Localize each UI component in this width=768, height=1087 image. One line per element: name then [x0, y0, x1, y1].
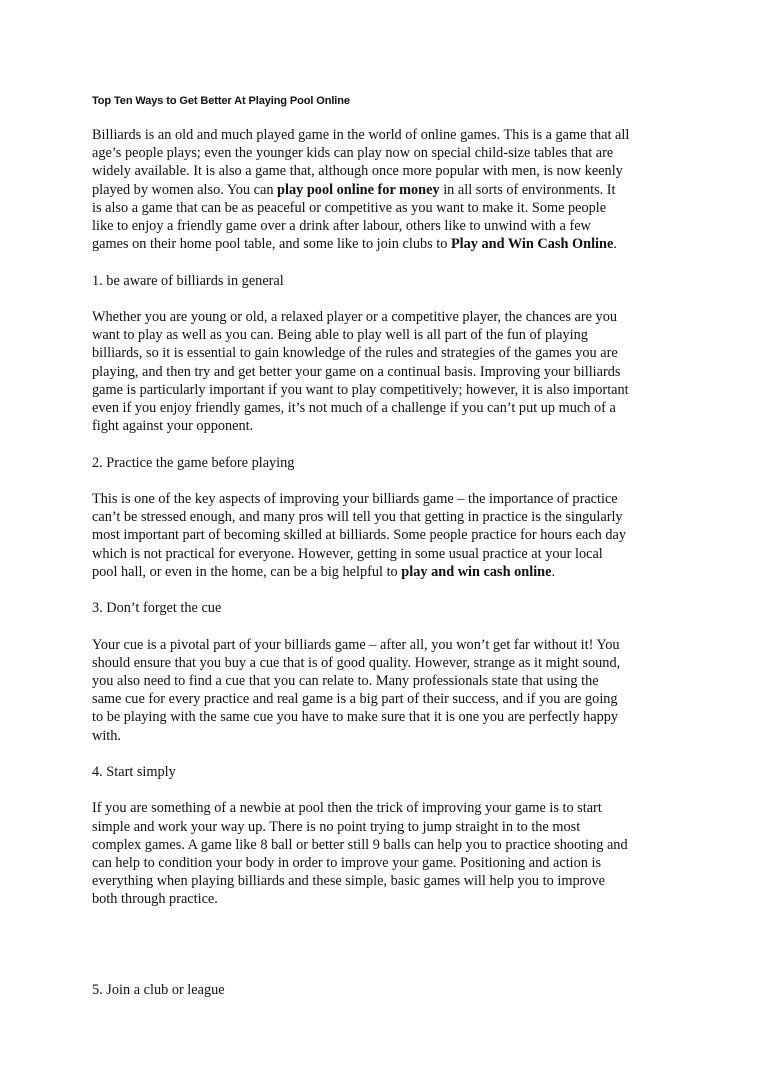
text-segment: in all sorts of environments. It [439, 181, 616, 198]
text-segment: . [551, 563, 556, 580]
text-line: both through practice. [92, 891, 218, 908]
text-segment: . [613, 236, 617, 253]
text-line: Whether you are young or old, a relaxed player or a competitive player, the chances are you [92, 309, 618, 325]
section-paragraph [92, 490, 692, 581]
text-line [92, 181, 692, 199]
text-segment: games on their home pool table, and some like to join clubs to [92, 236, 451, 253]
text-line: like to enjoy a friendly game over a drink after labour, others like to unwind with a few [92, 218, 591, 235]
bold-keyword: play and win cash online [401, 563, 552, 580]
text-line: age’s people plays; even the younger kids can play now on special child-size tables that are [92, 145, 614, 162]
section-heading: 4. Start simply [92, 764, 176, 780]
text-line: billiards, so it is essential to gain knowledge of the rules and strategies of the games you are [92, 345, 618, 362]
intro-paragraph [92, 126, 692, 253]
text-line: fight against your opponent. [92, 418, 254, 435]
bold-keyword: Play and Win Cash Online [450, 236, 614, 253]
text-line: This is one of the key aspects of improving your billiards game – the importance of practice [92, 491, 618, 507]
text-line: same cue for every practice and real game is a big part of their success, and if you are going [92, 691, 618, 708]
text-line [92, 235, 692, 253]
section-heading: 1. be aware of billiards in general [92, 272, 284, 289]
text-line: to be playing with the same cue you have to make sure that it is one you are perfectly happy [92, 709, 619, 726]
document-body [92, 126, 692, 1017]
document-title: Top Ten Ways to Get Better At Playing Pool Online [92, 95, 350, 107]
text-line: complex games. A game like 8 ball or better still 9 balls can help you to practice shooting and [92, 836, 628, 853]
text-line: simple and work your way up. There is no point trying to jump straight in to the most [92, 818, 581, 835]
text-line: you also need to find a cue that you can relate to. Many professionals state that using the [92, 673, 599, 689]
text-line: Billiards is an old and much played game in the world of online games. This is a game that all [92, 127, 630, 143]
text-segment: pool hall, or even in the home, can be a big helpful to [92, 563, 402, 580]
text-line: playing, and then try and get better your game on a continual basis. Improving your billiards [92, 363, 621, 380]
text-line: game is particularly important if you want to play competitively; however, it is also important [92, 381, 629, 398]
section-paragraph [92, 799, 692, 908]
text-segment: played by women also. You can [92, 181, 278, 198]
text-line: should ensure that you buy a cue that is of good quality. However, strange as it might sound, [92, 654, 621, 671]
section-paragraph [92, 308, 692, 435]
section-heading: 3. Don’t forget the cue [92, 600, 222, 617]
section-heading: 2. Practice the game before playing [92, 454, 295, 471]
text-line [92, 563, 692, 581]
section-heading: 5. Join a club or league [92, 981, 225, 998]
text-line: Your cue is a pivotal part of your billiards game – after all, you won’t get far without it! You [92, 636, 620, 653]
text-line: everything when playing billiards and these simple, basic games will help you to improve [92, 873, 605, 890]
text-line: even if you enjoy friendly games, it’s not much of a challenge if you can’t put up much of a [92, 400, 616, 417]
text-line: widely available. It is also a game that, although once more popular with men, is now keenly [92, 163, 623, 180]
text-line: most important part of becoming skilled at billiards. Some people practice for hours each day [92, 527, 626, 544]
text-line: is also a game that can be as peaceful or competitive as you want to make it. Some people [92, 199, 607, 216]
text-line: can help to condition your body in order to improve your game. Positioning and action is [92, 855, 602, 871]
text-line: which is not practical for everyone. However, getting in some usual practice at your local [92, 545, 603, 562]
text-line: with. [92, 727, 121, 744]
text-line: want to play as well as you can. Being able to play well is all part of the fun of playing [92, 327, 588, 344]
bold-keyword: play pool online for money [277, 181, 440, 198]
text-line: If you are something of a newbie at pool then the trick of improving your game is to start [92, 800, 602, 817]
section-paragraph [92, 636, 692, 745]
text-line: can’t be stressed enough, and many pros will tell you that getting in practice is the singularly [92, 509, 623, 526]
